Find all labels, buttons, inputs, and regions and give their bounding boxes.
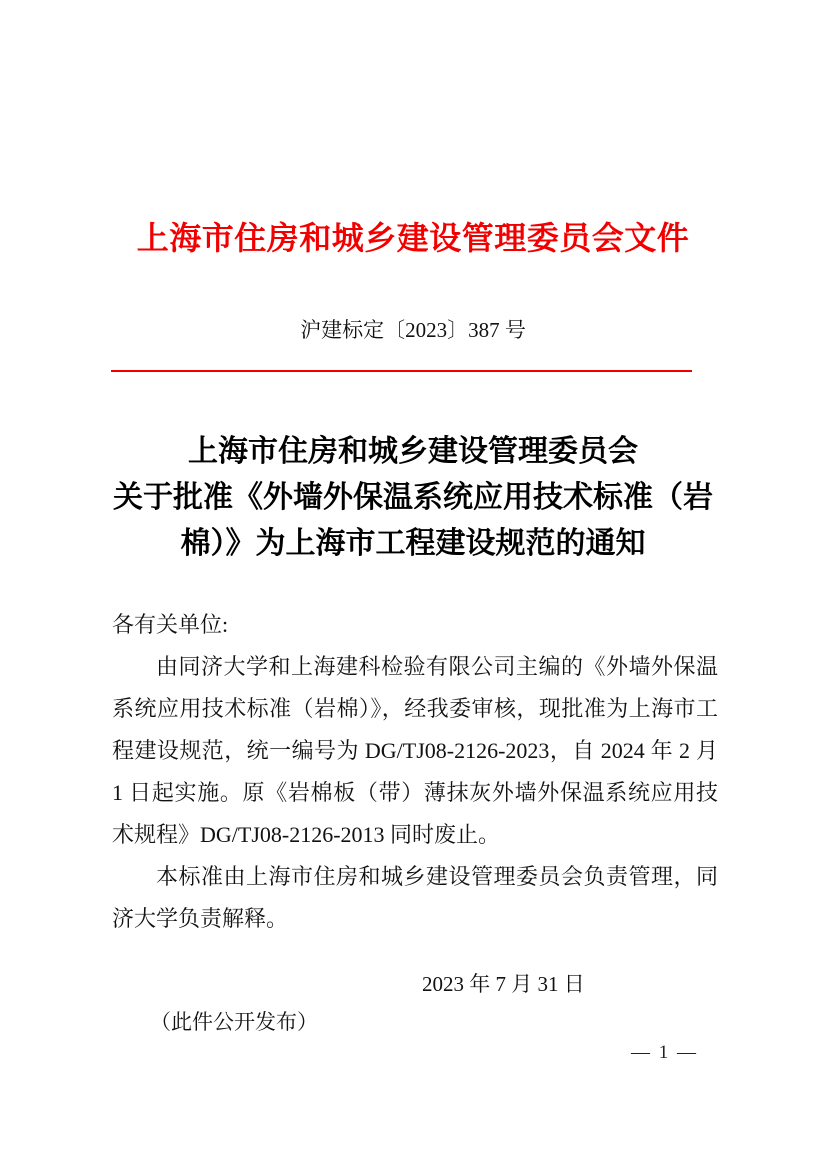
notice-title-line-1: 上海市住房和城乡建设管理委员会 bbox=[188, 435, 638, 468]
notice-body bbox=[112, 604, 718, 940]
public-release-note: （此件公开发布） bbox=[150, 1010, 318, 1034]
notice-title bbox=[0, 429, 826, 567]
body-paragraph-approval: 由同济大学和上海建科检验有限公司主编的《外墙外保温系统应用技术标准（岩棉）》，经我委审核，现批准为上海市工程建设规范，统一编号为 DG/TJ08-2126-2023，自 2024 年 2 月 1 日起实施。原《岩棉板（带）薄抹灰外墙外保温系统应用技术规程》DG/TJ08-2126-2013 同时废止。 bbox=[112, 654, 718, 847]
salutation: 各有关单位: bbox=[112, 612, 229, 637]
letterhead-org-title: 上海市住房和城乡建设管理委员会文件 bbox=[136, 220, 690, 256]
issue-date: 2023 年 7 月 31 日 bbox=[422, 972, 585, 996]
letterhead-divider-line bbox=[111, 370, 692, 372]
notice-title-line-2: 关于批准《外墙外保温系统应用技术标准（岩 bbox=[113, 481, 713, 514]
page-number: — 1 — bbox=[631, 1042, 698, 1063]
body-paragraph-management: 本标准由上海市住房和城乡建设管理委员会负责管理，同济大学负责解释。 bbox=[112, 864, 718, 931]
document-number: 沪建标定〔2023〕387 号 bbox=[300, 318, 526, 342]
notice-title-line-3: 棉）》为上海市工程建设规范的通知 bbox=[180, 527, 646, 560]
